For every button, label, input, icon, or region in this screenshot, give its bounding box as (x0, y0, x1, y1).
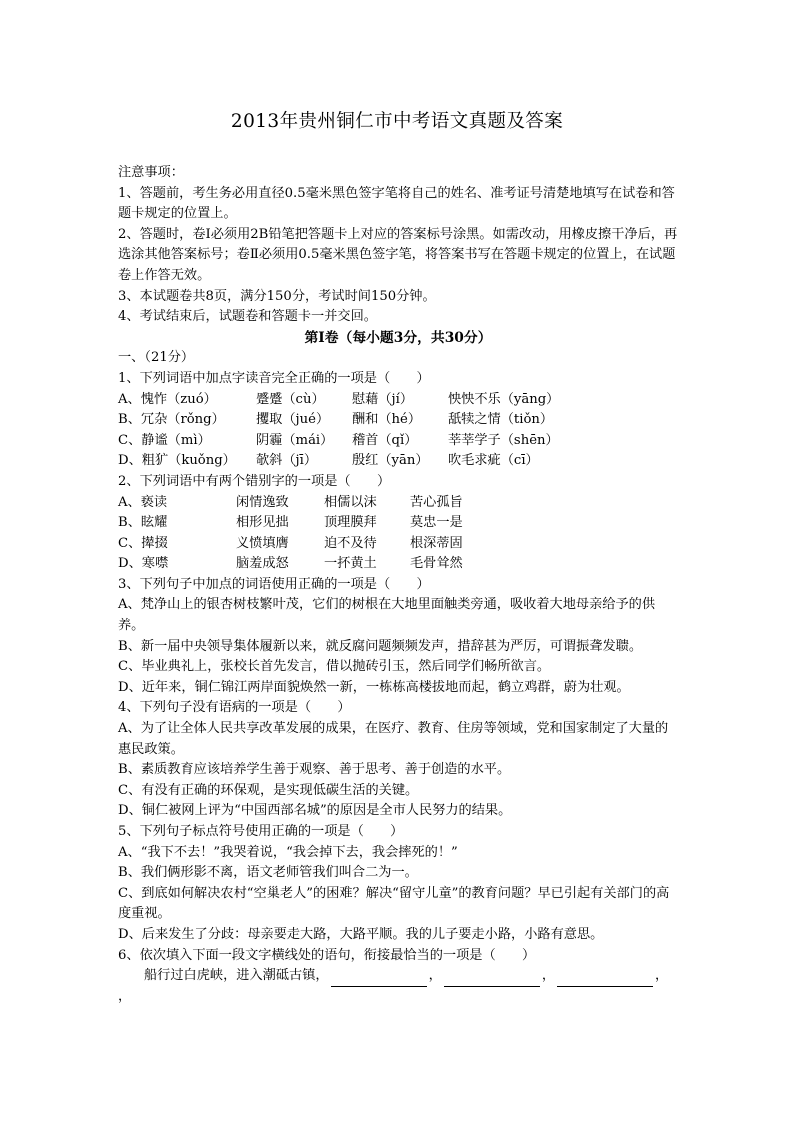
option-cell: 一抔黄土 (324, 556, 377, 572)
question-3-stem: 3、下列句子中加点的词语使用正确的一项是（ ） (118, 576, 430, 592)
question-2-option-row (118, 493, 678, 514)
question-5-option: A、“我下不去！”我哭着说，“我会掉下去，我会摔死的！” (118, 844, 458, 860)
passage-text: 船行过白虎峡，进入潮砥古镇， (144, 968, 329, 984)
question-4-option: D、铜仁被网上评为“中国西部名城”的原因是全市人民努力的结果。 (118, 803, 512, 819)
notes-heading: 注意事项： (118, 165, 184, 180)
option-cell: 欹斜（jī） (256, 453, 318, 469)
question-5-option: C、到底如何解决农村“空巢老人”的困难？解决“留守儿童”的教育问题？早已引起有关部门的高度重视。 (118, 885, 670, 922)
question-4-option: C、有没有正确的环保观，是实现低碳生活的关键。 (118, 782, 419, 798)
question-5-stem: 5、下列句子标点符号使用正确的一项是（ ） (118, 824, 404, 839)
option-cell: B、眩耀 (118, 515, 168, 531)
option-cell: B、冗杂（rǒng） (118, 412, 225, 428)
question-3-option: B、新一届中央领导集体履新以来，就反腐问题频频发声，措辞甚为严厉，可谓振聋发聩。 (118, 638, 642, 654)
option-cell: 稽首（qǐ） (352, 432, 418, 448)
note-item: 2、答题时，卷Ⅰ必须用2B铅笔把答题卡上对应的答案标号涂黑。如需改动，用橡皮擦干净后，再选涂其他答案标号；卷Ⅱ必须用0.5毫米黑色签字笔，将答案书写在答题卡规定的位置上，在试题卷上作答无效。 (118, 226, 678, 283)
option-cell: 莫忠一是 (410, 515, 463, 531)
option-cell: 迫不及待 (324, 535, 377, 551)
question-2-stem: 2、下列词语中有两个错别字的一项是（ ） (118, 473, 391, 489)
question-6-passage (118, 966, 678, 987)
option-cell: 顶理膜拜 (324, 515, 377, 531)
exam-content (118, 163, 678, 1007)
option-cell: A、亵读 (118, 494, 168, 510)
question-5-option: D、后来发生了分歧：母亲要走大路，大路平顺。我的儿子要走小路，小路有意思。 (118, 926, 604, 942)
option-cell: 殷红（yān） (352, 453, 429, 469)
question-1-option-row (118, 410, 678, 431)
question-3-option: D、近年来，铜仁锦江两岸面貌焕然一新，一栋栋高楼拔地而起，鹤立鸡群，蔚为壮观。 (118, 679, 630, 695)
option-cell: C、静谧（mì） (118, 432, 211, 448)
question-1-option-row (118, 390, 678, 411)
question-6-stem: 6、依次填入下面一段文字横线处的语句，衔接最恰当的一项是（ ） (118, 947, 536, 963)
blank-separator: ， (428, 968, 442, 984)
answer-blank (331, 972, 427, 987)
option-cell: 阴霾（mái） (256, 432, 334, 448)
option-cell: 根深蒂固 (410, 535, 463, 551)
option-cell: 蹙蹙（cù） (256, 391, 325, 407)
question-3-option: A、梵净山上的银杏树枝繁叶茂，它们的树根在大地里面触类旁通，吸收着大地母亲给予的供养。 (118, 597, 656, 634)
question-1-stem: 1、下列词语中加点字读音完全正确的一项是（ ） (118, 370, 430, 386)
question-4-option: B、素质教育应该培养学生善于观察、善于思考、善于创造的水平。 (118, 762, 511, 778)
question-3-option: C、毕业典礼上，张校长首先发言，借以抛砖引玉，然后同学们畅所欲言。 (118, 659, 551, 675)
option-cell: 莘莘学子（shēn） (448, 432, 559, 448)
question-2-option-row (118, 534, 678, 555)
option-cell: 攫取（jué） (256, 412, 330, 428)
option-cell: 脑羞成怒 (236, 556, 289, 572)
question-1-option-row (118, 451, 678, 472)
page-title: 2013年贵州铜仁市中考语文真题及答案 (230, 111, 564, 132)
question-5-option: B、我们俩形影不离，语文老师管我们叫合二为一。 (118, 865, 418, 881)
question-6-continuation: ， (118, 988, 132, 1004)
option-cell: D、寒噤 (118, 556, 169, 572)
option-cell: D、粗犷（kuǒng） (118, 453, 236, 469)
option-cell: C、撵掇 (118, 535, 168, 551)
option-cell: 慰藉（jí） (352, 391, 414, 407)
question-1-option-row (118, 431, 678, 452)
option-cell: 怏怏不乐（yāng） (448, 391, 560, 407)
option-cell: 义愤填膺 (236, 535, 289, 551)
question-2-option-row (118, 513, 678, 534)
option-cell: 舐犊之情（tiǒn） (448, 412, 554, 428)
note-item: 4、考试结束后，试题卷和答题卡一并交回。 (118, 309, 377, 325)
option-cell: 吹毛求疵（cī） (448, 453, 539, 469)
answer-blank (557, 972, 653, 987)
answer-blank (444, 972, 540, 987)
note-item: 3、本试题卷共8页，满分150分，考试时间150分钟。 (118, 288, 436, 304)
note-item: 1、答题前，考生务必用直径0.5毫米黑色签字笔将自己的姓名、准考证号清楚地填写在试卷和答题卡规定的位置上。 (118, 185, 675, 222)
blank-separator: ， (655, 968, 669, 984)
option-cell: 相形见拙 (236, 515, 289, 531)
option-cell: 酬和（hé） (352, 412, 422, 428)
option-cell: 苦心孤旨 (410, 494, 463, 510)
option-cell: 闲情逸致 (236, 494, 289, 510)
question-4-stem: 4、下列句子没有语病的一项是（ ） (118, 700, 351, 716)
section-heading: 第Ⅰ卷（每小题3分，共30分） (304, 329, 492, 346)
question-4-option: A、为了让全体人民共享改革发展的成果，在医疗、教育、住房等领域，党和国家制定了大量的惠民政策。 (118, 721, 669, 757)
part-heading: 一、（21分） (118, 350, 195, 366)
question-2-option-row (118, 554, 678, 575)
option-cell: 毛骨耸然 (410, 556, 463, 572)
option-cell: 相儒以沫 (324, 494, 377, 510)
option-cell: A、愧怍（zuó） (118, 391, 217, 407)
blank-separator: ， (541, 968, 555, 984)
